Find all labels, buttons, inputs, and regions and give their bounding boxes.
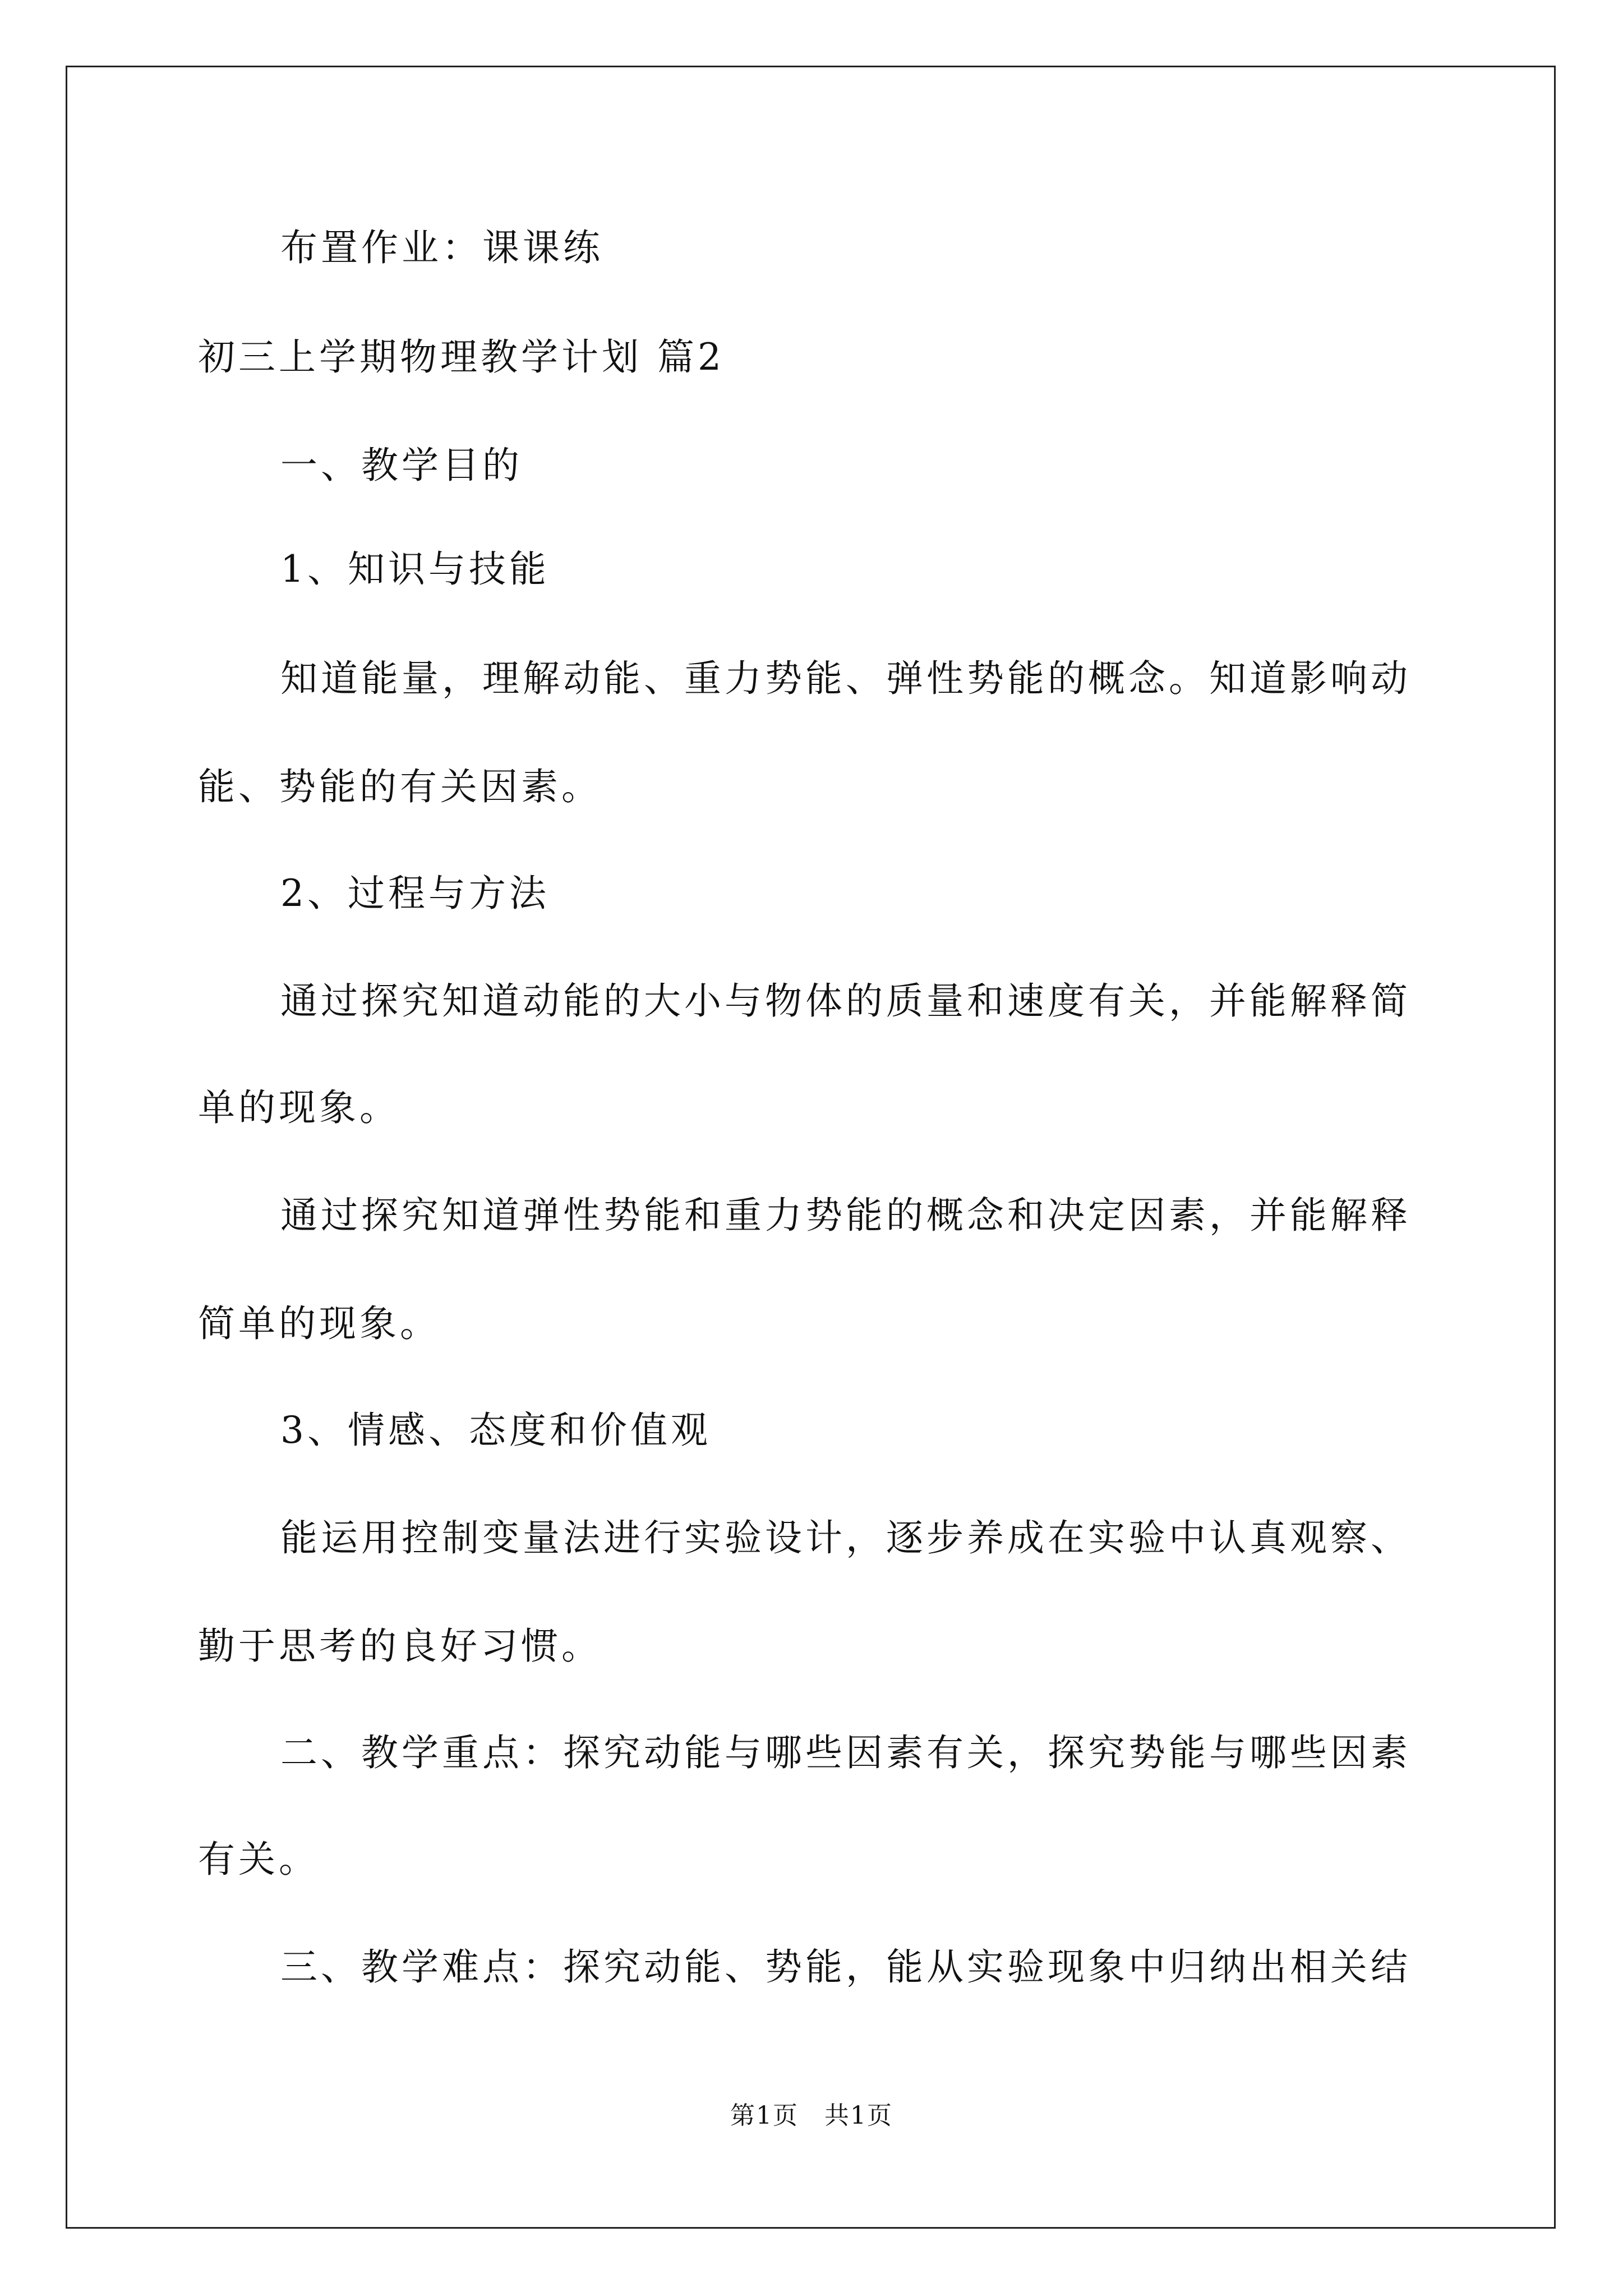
paragraph-line: 有关。: [198, 1838, 319, 1881]
paragraph-line: 简单的现象。: [198, 1302, 440, 1345]
page-border: [66, 66, 1556, 2229]
heading-line: 3、情感、态度和价值观: [280, 1409, 711, 1452]
paragraph-line: 知道能量，理解动能、重力势能、弹性势能的概念。知道影响动: [280, 657, 1411, 700]
paragraph-line: 三、教学难点：探究动能、势能，能从实验现象中归纳出相关结: [280, 1945, 1411, 1989]
heading-line: 一、教学目的: [280, 444, 523, 487]
page-number-footer: 第1页 共1页: [730, 2101, 893, 2130]
heading-line: 1、知识与技能: [280, 547, 550, 591]
paragraph-line: 能、势能的有关因素。: [198, 765, 602, 808]
section-title: 初三上学期物理教学计划 篇2: [198, 335, 725, 379]
paragraph-line: 能运用控制变量法进行实验设计，逐步养成在实验中认真观察、: [280, 1516, 1411, 1559]
paragraph-line: 单的现象。: [198, 1086, 400, 1129]
paragraph-line: 通过探究知道动能的大小与物体的质量和速度有关，并能解释简: [280, 979, 1411, 1023]
paragraph-line: 勤于思考的良好习惯。: [198, 1625, 602, 1668]
heading-line: 2、过程与方法: [280, 872, 550, 915]
paragraph-line: 二、教学重点：探究动能与哪些因素有关，探究势能与哪些因素: [280, 1731, 1411, 1774]
paragraph-line: 通过探究知道弹性势能和重力势能的概念和决定因素，并能解释: [280, 1194, 1411, 1237]
paragraph-line: 布置作业：课课练: [280, 226, 603, 269]
